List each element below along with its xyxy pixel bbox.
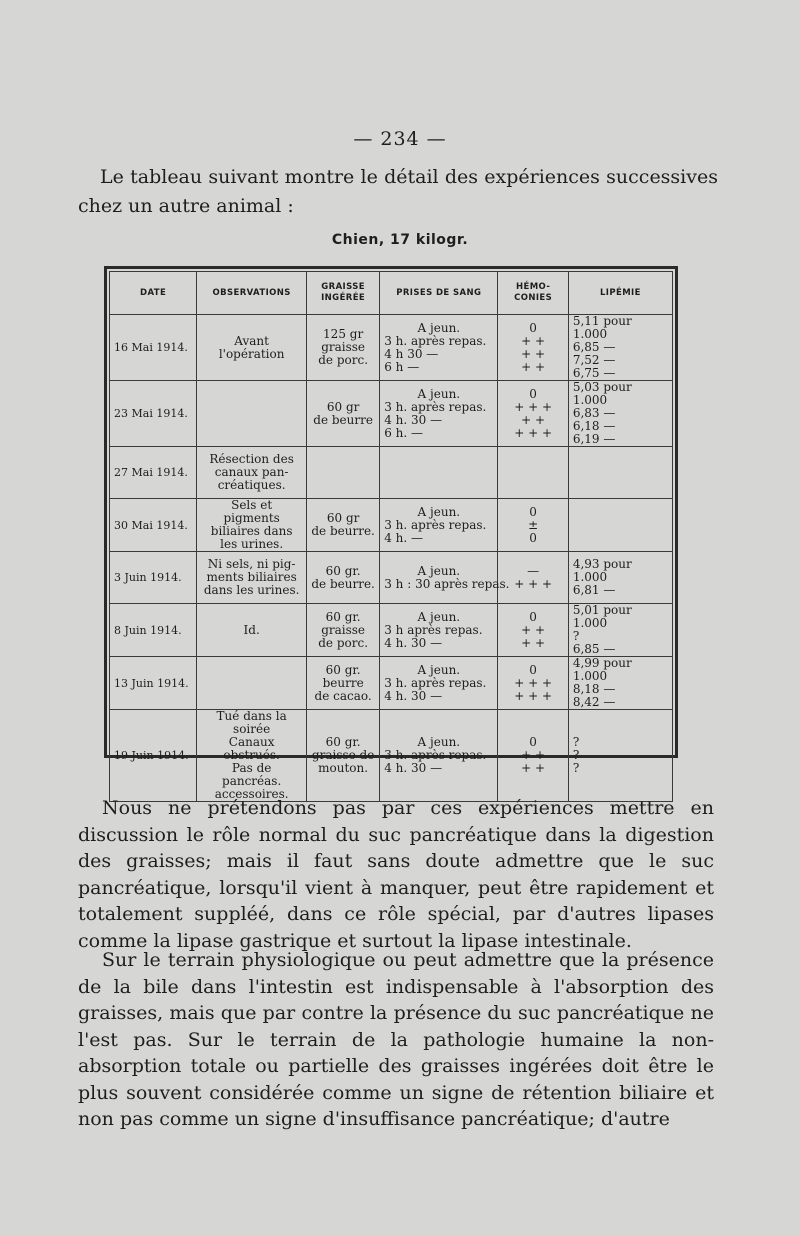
cell-graisse-line: de beurre. bbox=[311, 524, 375, 538]
cell-lipemie-line: 8,18 — bbox=[572, 682, 616, 696]
table-row bbox=[110, 657, 673, 710]
cell-observations-line: Avant bbox=[234, 333, 269, 348]
cell-hemoconies-line: + + bbox=[521, 748, 546, 762]
cell-graisse-line: graisse bbox=[321, 340, 366, 354]
cell-graisse-line: de cacao. bbox=[314, 688, 372, 703]
cell-graisse bbox=[307, 499, 380, 552]
experiment-table-frame bbox=[104, 266, 678, 801]
cell-prises-line: 4 h. 30 — bbox=[384, 412, 443, 427]
cell-hemoconies-line: + + bbox=[521, 333, 546, 348]
cell-observations-line: dans les urines. bbox=[203, 583, 300, 597]
cell-graisse bbox=[307, 657, 380, 710]
table-row bbox=[110, 315, 673, 381]
cell-graisse-line: 60 gr. bbox=[325, 609, 361, 624]
cell-hemoconies-line: 0 bbox=[529, 735, 537, 749]
cell-observations bbox=[197, 315, 307, 381]
cell-graisse-line: de porc. bbox=[318, 353, 369, 367]
cell-prises-line: 3 h. après repas. bbox=[384, 748, 487, 762]
cell-hemoconies bbox=[498, 315, 568, 381]
header-observations: OBSERVATIONS bbox=[197, 272, 307, 315]
table-row bbox=[110, 552, 673, 604]
cell-lipemie-line: 6,85 — bbox=[572, 642, 616, 656]
cell-prises bbox=[380, 552, 510, 604]
cell-graisse-line: 60 gr. bbox=[325, 563, 361, 578]
cell-hemoconies-line: + + bbox=[521, 622, 546, 637]
cell-hemoconies-line: + + bbox=[521, 635, 546, 650]
cell-hemoconies-line: 0 bbox=[529, 386, 537, 401]
cell-hemoconies-line: + + bbox=[521, 761, 546, 775]
page-number: — 234 — bbox=[353, 128, 447, 150]
cell-prises-line: 3 h. après repas. bbox=[384, 675, 487, 690]
cell-lipemie-line: 6,83 — bbox=[572, 406, 616, 420]
cell-graisse bbox=[307, 315, 380, 381]
cell-observations bbox=[197, 381, 307, 447]
cell-graisse bbox=[307, 381, 380, 447]
cell-prises-line: 6 h — bbox=[384, 359, 420, 374]
cell-date: 16 Mai 1914. bbox=[110, 315, 197, 381]
table-header-row bbox=[110, 272, 673, 315]
cell-hemoconies-line: 0 bbox=[529, 320, 537, 335]
cell-hemoconies-line: + + + bbox=[514, 425, 553, 440]
cell-prises bbox=[380, 315, 498, 381]
cell-hemoconies bbox=[498, 499, 568, 552]
cell-prises-line: 4 h. 30 — bbox=[384, 635, 443, 650]
cell-graisse-line: graisse bbox=[321, 622, 366, 637]
cell-prises-line: 4 h. — bbox=[384, 530, 424, 545]
cell-graisse-line: de porc. bbox=[318, 635, 369, 650]
cell-observations bbox=[197, 604, 307, 657]
header-graisse-line: GRAISSE bbox=[321, 282, 365, 292]
cell-lipemie-line: 6,19 — bbox=[572, 432, 616, 446]
intro-text: Le tableau suivant montre le détail des expériences successives chez un autre animal : bbox=[78, 166, 718, 217]
cell-observations-line: Canaux obstrués. bbox=[223, 735, 280, 762]
cell-prises-line: 3 h : 30 après repas. bbox=[384, 576, 510, 591]
cell-date: 27 Mai 1914. bbox=[110, 447, 197, 499]
cell-hemoconies bbox=[498, 657, 568, 710]
cell-prises bbox=[380, 657, 498, 710]
cell-prises-line: A jeun. bbox=[417, 563, 461, 578]
cell-graisse-line: 60 gr. bbox=[325, 735, 361, 749]
cell-hemoconies-line: ± bbox=[528, 517, 539, 532]
header-graisse bbox=[307, 272, 380, 315]
cell-lipemie bbox=[568, 552, 672, 604]
cell-lipemie-line: 4,99 pour 1.000 bbox=[572, 656, 632, 683]
cell-observations-line: accessoires. bbox=[214, 787, 289, 801]
cell-hemoconies-line: 0 bbox=[529, 609, 537, 624]
header-hemoconies bbox=[498, 272, 568, 315]
cell-lipemie bbox=[568, 710, 672, 802]
table-body bbox=[110, 315, 673, 802]
cell-observations-line: Id. bbox=[243, 622, 260, 637]
cell-observations-line: Ni sels, ni pig- bbox=[207, 557, 296, 571]
cell-date: 13 Juin 1914. bbox=[110, 657, 197, 710]
cell-hemoconies-line: + + bbox=[521, 412, 546, 427]
cell-hemoconies bbox=[498, 710, 568, 802]
cell-lipemie-line: 5,11 pour 1.000 bbox=[572, 314, 632, 341]
cell-observations-line: canaux pan- bbox=[214, 465, 289, 479]
cell-lipemie-line: 6,85 — bbox=[572, 340, 616, 354]
cell-hemoconies-line: + + bbox=[521, 359, 546, 374]
cell-prises bbox=[380, 499, 498, 552]
header-date: DATE bbox=[110, 272, 197, 315]
cell-lipemie bbox=[568, 381, 672, 447]
cell-lipemie bbox=[568, 657, 672, 710]
header-prises: PRISES DE SANG bbox=[380, 272, 498, 315]
cell-prises-line: A jeun. bbox=[417, 609, 461, 624]
table-row bbox=[110, 381, 673, 447]
cell-lipemie bbox=[568, 499, 672, 552]
cell-hemoconies bbox=[498, 447, 568, 499]
header-lipemie: LIPÉMIE bbox=[568, 272, 672, 315]
cell-observations-line: Tué dans la soirée bbox=[216, 709, 287, 736]
header-hemoconies-line: CONIES bbox=[514, 293, 553, 303]
cell-prises-line: A jeun. bbox=[417, 662, 461, 677]
experiment-table bbox=[109, 271, 673, 802]
cell-prises-line: 3 h. après repas. bbox=[384, 517, 487, 532]
cell-observations bbox=[197, 552, 307, 604]
cell-hemoconies-line: + + + bbox=[514, 688, 553, 703]
cell-lipemie-line: 6,75 — bbox=[572, 366, 616, 380]
cell-observations-line: Pas de pancréas. bbox=[222, 761, 282, 788]
cell-lipemie-line: ? bbox=[572, 629, 580, 643]
cell-hemoconies-line: + + + bbox=[514, 675, 553, 690]
paragraph-1: Nous ne prétendons pas par ces expériences mettre en discussion le rôle normal du suc pancréatique dans la digestion des graisses; mais il faut sans doute admettre que le suc pancréatique, lorsqu'il vient à manquer, peut être rapidement et totalement suppléé, dans ce rôle spécial, par d'autres lipases comme la lipase gastrique et surtout la lipase intestinale. bbox=[78, 797, 714, 952]
cell-date: 8 Juin 1914. bbox=[110, 604, 197, 657]
cell-prises-line: A jeun. bbox=[417, 735, 461, 749]
cell-prises-line: 3 h. après repas. bbox=[384, 333, 487, 348]
cell-observations bbox=[197, 657, 307, 710]
cell-graisse-line: beurre bbox=[322, 675, 364, 690]
cell-prises-line: A jeun. bbox=[417, 504, 461, 519]
cell-observations-line: Sels et pigments bbox=[223, 498, 280, 525]
cell-hemoconies bbox=[498, 604, 568, 657]
cell-date: 23 Mai 1914. bbox=[110, 381, 197, 447]
cell-hemoconies-line: + + + bbox=[514, 399, 553, 414]
cell-graisse-line: de beurre. bbox=[311, 576, 375, 591]
table-row bbox=[110, 604, 673, 657]
cell-date: 30 Mai 1914. bbox=[110, 499, 197, 552]
cell-observations bbox=[197, 710, 307, 802]
cell-graisse-line: mouton. bbox=[318, 761, 369, 775]
cell-prises-line: 4 h. 30 — bbox=[384, 761, 443, 775]
cell-observations bbox=[197, 499, 307, 552]
cell-graisse bbox=[307, 710, 380, 802]
table-row bbox=[110, 499, 673, 552]
cell-graisse-line: 60 gr bbox=[326, 399, 360, 414]
cell-lipemie-line: ? bbox=[572, 735, 580, 749]
cell-hemoconies-line: 0 bbox=[529, 530, 537, 545]
cell-lipemie-line: 4,93 pour 1.000 bbox=[572, 557, 632, 584]
cell-observations-line: l'opération bbox=[218, 346, 285, 361]
cell-date: 3 Juin 1914. bbox=[110, 552, 197, 604]
cell-observations-line: Résection des bbox=[209, 452, 294, 466]
cell-graisse-line: graisse de bbox=[311, 748, 375, 762]
cell-graisse-line: 125 gr bbox=[323, 327, 364, 341]
cell-prises-line: A jeun. bbox=[417, 320, 461, 335]
cell-graisse-line: de beurre bbox=[313, 412, 373, 427]
cell-lipemie bbox=[568, 447, 672, 499]
table-row bbox=[110, 710, 673, 802]
cell-observations-line: ments biliaires bbox=[206, 570, 297, 584]
cell-observations bbox=[197, 447, 307, 499]
cell-hemoconies-line: + + bbox=[521, 346, 546, 361]
cell-hemoconies-line: 0 bbox=[529, 504, 537, 519]
cell-prises-line: 3 h. après repas. bbox=[384, 399, 487, 414]
cell-lipemie-line: 6,18 — bbox=[572, 419, 616, 433]
cell-prises bbox=[380, 710, 498, 802]
cell-lipemie bbox=[568, 604, 672, 657]
cell-lipemie-line: ? bbox=[572, 748, 580, 762]
cell-prises bbox=[380, 381, 498, 447]
cell-observations-line: créatiques. bbox=[217, 478, 286, 492]
cell-hemoconies-line: + + + bbox=[514, 576, 553, 591]
cell-prises-line: 3 h après repas. bbox=[384, 622, 483, 637]
cell-lipemie bbox=[568, 315, 672, 381]
cell-graisse bbox=[307, 552, 380, 604]
cell-prises-line: 6 h. — bbox=[384, 425, 424, 440]
cell-lipemie-line: 8,42 — bbox=[572, 695, 616, 709]
cell-prises-line: 4 h. 30 — bbox=[384, 688, 443, 703]
cell-lipemie-line: 5,03 pour 1.000 bbox=[572, 380, 632, 407]
cell-graisse-line: 60 gr bbox=[326, 511, 360, 525]
table-row bbox=[110, 447, 673, 499]
cell-prises bbox=[380, 447, 498, 499]
cell-prises-line: 4 h 30 — bbox=[384, 346, 439, 361]
cell-lipemie-line: 7,52 — bbox=[572, 353, 616, 367]
cell-graisse bbox=[307, 604, 380, 657]
cell-lipemie-line: 5,01 pour 1.000 bbox=[572, 603, 632, 630]
cell-prises-line: A jeun. bbox=[417, 386, 461, 401]
cell-date: 19 Juin 1914. bbox=[110, 710, 197, 802]
cell-lipemie-line: ? bbox=[572, 761, 580, 775]
cell-observations-line: biliaires dans bbox=[210, 524, 293, 538]
cell-graisse-line: 60 gr. bbox=[325, 662, 361, 677]
cell-hemoconies-line: 0 bbox=[529, 662, 537, 677]
cell-graisse bbox=[307, 447, 380, 499]
cell-hemoconies bbox=[498, 381, 568, 447]
cell-lipemie-line: 6,81 — bbox=[572, 583, 616, 597]
table-caption: Chien, 17 kilogr. bbox=[331, 232, 469, 248]
cell-observations-line: les urines. bbox=[220, 537, 284, 551]
paragraph-2: Sur le terrain physiologique ou peut admettre que la présence de la bile dans l'intestin est indispensable à l'absorption des graisses, mais que par contre la présence du suc pancréatique ne l'est pas. Sur le terrain de la pathologie humaine la non-absorption totale ou partielle des graisses ingérées doit être le plus souvent considérée comme un signe de rétention biliaire et non pas comme un signe d'insuffisance pancréatique; d'autre bbox=[78, 949, 714, 1130]
cell-hemoconies-line: — bbox=[527, 563, 540, 578]
cell-prises bbox=[380, 604, 498, 657]
header-graisse-line: INGÉRÉE bbox=[321, 293, 366, 303]
header-hemoconies-line: HÉMO- bbox=[515, 282, 551, 292]
